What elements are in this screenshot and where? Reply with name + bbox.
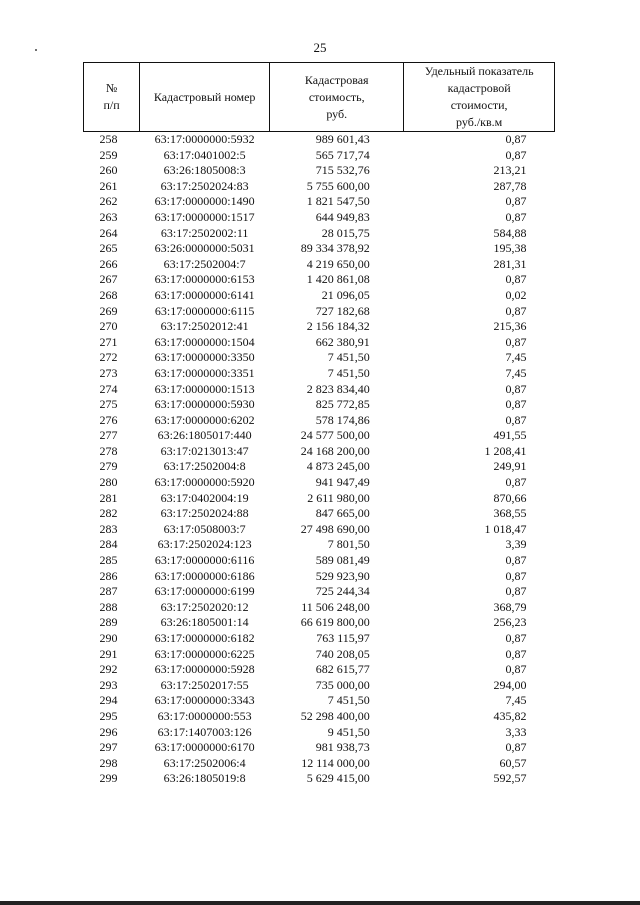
cadastral-cost-cell: 825 772,85 [315, 397, 370, 412]
cadastral-cost-cell: 989 601,43 [315, 132, 370, 146]
cadastral-cost-cell: 941 947,49 [315, 475, 370, 490]
cadastral-cost-cell: 763 115,97 [316, 631, 370, 645]
table-row [84, 662, 555, 678]
cadastral-number-cell: 63:17:0401002:5 [163, 147, 246, 162]
cadastral-cost-cell: 662 380,91 [315, 334, 370, 349]
row-number-cell: 278 [99, 443, 118, 458]
cadastral-cost-cell: 4 873 245,00 [306, 459, 370, 474]
cadastral-cost-cell: 578 174,86 [315, 412, 370, 427]
row-number-cell: 271 [99, 334, 118, 349]
specific-indicator-cell: 281,31 [493, 256, 527, 271]
cadastral-number-cell: 63:17:0000000:5930 [154, 397, 255, 412]
row-number-cell: 279 [99, 459, 118, 474]
row-number-cell: 275 [99, 397, 118, 412]
specific-indicator-cell: 3,33 [505, 724, 527, 739]
row-number-cell: 273 [99, 365, 118, 380]
cadastral-cost-cell: 66 619 800,00 [300, 615, 370, 630]
cadastral-cost-cell: 740 208,05 [315, 646, 370, 661]
cadastral-cost-cell: 2 823 834,40 [306, 381, 370, 396]
header-row-number [84, 63, 140, 132]
cadastral-number-cell: 63:17:0000000:6116 [154, 553, 255, 568]
cadastral-number-cell: 63:17:2502024:88 [160, 506, 249, 521]
header-number-sign: № [105, 81, 118, 95]
specific-indicator-cell: 7,45 [505, 693, 527, 708]
cadastral-number-cell: 63:17:0000000:553 [157, 708, 252, 723]
cadastral-cost-cell: 2 156 184,32 [306, 319, 370, 334]
header-spec-line4: руб./кв.м [456, 115, 503, 129]
table-row [84, 522, 555, 538]
header-cadastral-number: Кадастровый номер [140, 63, 270, 132]
cadastral-cost-cell: 28 015,75 [321, 225, 370, 240]
row-number-cell: 294 [99, 693, 118, 708]
row-number-cell: 264 [99, 225, 118, 240]
cadastral-number-cell: 63:17:2502006:4 [163, 755, 246, 770]
specific-indicator-cell: 0,87 [505, 475, 527, 490]
table-row [84, 600, 555, 616]
specific-indicator-cell: 249,91 [493, 459, 527, 474]
row-number-cell: 297 [99, 740, 118, 755]
cadastral-number-cell: 63:17:2502004:7 [163, 256, 246, 271]
cadastral-cost-cell: 715 532,76 [315, 163, 370, 178]
row-number-cell: 288 [99, 599, 118, 614]
table-row [84, 725, 555, 741]
specific-indicator-cell: 287,78 [493, 178, 527, 193]
specific-indicator-cell: 0,87 [505, 553, 527, 568]
table-row [84, 413, 555, 429]
specific-indicator-cell: 256,23 [493, 615, 527, 630]
row-number-cell: 261 [99, 178, 118, 193]
specific-indicator-cell: 0,87 [505, 334, 527, 349]
cadastral-cost-cell: 7 451,50 [327, 350, 370, 365]
header-cost-line2: стоимость, [308, 89, 365, 104]
specific-indicator-cell: 0,87 [505, 397, 527, 412]
cadastral-number-cell: 63:17:0000000:1490 [154, 194, 255, 209]
cadastral-number-cell: 63:17:0000000:3350 [154, 350, 255, 365]
cadastral-cost-cell: 21 096,05 [321, 287, 370, 302]
specific-indicator-cell: 1 018,47 [484, 521, 527, 536]
specific-indicator-cell: 491,55 [493, 428, 527, 443]
header-spec-line3: стоимости, [450, 98, 508, 112]
cadastral-cost-cell: 727 182,68 [315, 303, 370, 318]
specific-indicator-cell: 0,02 [505, 287, 527, 302]
header-spec-line1: Удельный показатель [424, 64, 534, 78]
table-row [84, 304, 555, 320]
table-row [84, 428, 555, 444]
table-row [84, 382, 555, 398]
table-row [84, 569, 555, 585]
table-row [84, 615, 555, 631]
cadastral-cost-cell: 11 506 248,00 [301, 599, 370, 614]
table-row [84, 272, 555, 288]
row-number-cell: 268 [99, 287, 118, 302]
specific-indicator-cell: 0,87 [505, 631, 527, 645]
row-number-cell: 293 [99, 677, 118, 692]
table-row [84, 740, 555, 756]
row-number-cell: 286 [99, 568, 118, 583]
header-cost-line1: Кадастровая [304, 72, 369, 87]
cadastral-number-cell: 63:17:0000000:5932 [154, 132, 255, 146]
cadastral-number-cell: 63:17:0000000:6153 [154, 272, 255, 287]
cadastral-cost-cell: 682 615,77 [315, 662, 370, 677]
specific-indicator-cell: 584,88 [493, 225, 527, 240]
specific-indicator-cell: 0,87 [505, 584, 527, 599]
cadastral-number-cell: 63:17:0000000:6182 [154, 631, 255, 645]
table-row [84, 226, 555, 242]
row-number-cell: 295 [99, 708, 118, 723]
cadastral-number-cell: 63:17:0000000:6199 [154, 584, 255, 599]
specific-indicator-cell: 0,87 [505, 147, 527, 162]
table-row [84, 693, 555, 709]
table-row [84, 631, 555, 647]
header-cost-line3: руб. [326, 106, 348, 121]
table-row [84, 491, 555, 507]
specific-indicator-cell: 213,21 [493, 163, 527, 178]
cadastral-number-cell: 63:26:1805001:14 [160, 615, 249, 630]
specific-indicator-cell: 870,66 [493, 490, 527, 505]
cadastral-cost-cell: 847 665,00 [315, 506, 370, 521]
specific-indicator-cell: 435,82 [493, 708, 527, 723]
row-number-cell: 266 [99, 256, 118, 271]
specific-indicator-cell: 0,87 [505, 132, 527, 146]
table-row [84, 678, 555, 694]
specific-indicator-cell: 1 208,41 [484, 443, 527, 458]
cadastral-cost-cell: 2 611 980,00 [307, 490, 370, 505]
specific-indicator-cell: 0,87 [505, 272, 527, 287]
cadastral-number-cell: 63:17:0000000:5920 [154, 475, 255, 490]
cadastral-number-cell: 63:17:2502002:11 [160, 225, 249, 240]
table-row [84, 397, 555, 413]
specific-indicator-cell: 0,87 [505, 740, 527, 755]
cadastral-number-cell: 63:17:0000000:6115 [154, 303, 255, 318]
cadastral-number-cell: 63:17:2502020:12 [160, 599, 249, 614]
cadastral-number-cell: 63:17:0213013:47 [160, 443, 249, 458]
table-row [84, 319, 555, 335]
cadastral-cost-cell: 9 451,50 [327, 724, 370, 739]
cadastral-number-cell: 63:17:0000000:1513 [154, 381, 255, 396]
table-row [84, 288, 555, 304]
cadastral-cost-cell: 5 755 600,00 [306, 178, 370, 193]
cadastral-number-cell: 63:17:2502012:41 [160, 319, 249, 334]
cadastral-number-cell: 63:17:0000000:6170 [154, 740, 255, 755]
cadastral-cost-cell: 12 114 000,00 [301, 755, 370, 770]
specific-indicator-cell: 368,79 [493, 599, 527, 614]
cadastral-number-cell: 63:17:0508003:7 [163, 521, 246, 536]
row-number-cell: 269 [99, 303, 118, 318]
row-number-cell: 280 [99, 475, 118, 490]
cadastral-cost-cell: 24 577 500,00 [300, 428, 370, 443]
cadastral-cost-cell: 7 801,50 [327, 537, 370, 552]
table-header-row [84, 63, 555, 132]
table-row [84, 257, 555, 273]
row-number-cell: 285 [99, 553, 118, 568]
row-number-cell: 298 [99, 755, 118, 770]
row-number-cell: 265 [99, 241, 118, 256]
row-number-cell: 291 [99, 646, 118, 661]
specific-indicator-cell: 195,38 [493, 241, 527, 256]
row-number-cell: 296 [99, 724, 118, 739]
cadastral-cost-cell: 725 244,34 [315, 584, 370, 599]
specific-indicator-cell: 0,87 [505, 381, 527, 396]
cadastral-cost-cell: 589 081,49 [315, 553, 370, 568]
cadastral-cost-cell: 565 717,74 [315, 147, 370, 162]
cadastral-number-cell: 63:17:0000000:1504 [154, 334, 255, 349]
table-row [84, 194, 555, 210]
table-row [84, 210, 555, 226]
cadastral-number-cell: 63:17:0000000:3351 [154, 365, 255, 380]
cadastral-cost-cell: 52 298 400,00 [300, 708, 370, 723]
cadastral-cost-cell: 1 821 547,50 [306, 194, 370, 209]
table-row [84, 179, 555, 195]
specific-indicator-cell: 0,87 [505, 209, 527, 224]
row-number-cell: 274 [99, 381, 118, 396]
cadastral-number-cell: 63:17:0000000:6225 [154, 646, 255, 661]
cadastral-number-cell: 63:17:0000000:1517 [154, 209, 255, 224]
header-pp: п/п [103, 98, 120, 112]
cadastral-number-cell: 63:17:0000000:6186 [154, 568, 255, 583]
row-number-cell: 283 [99, 521, 118, 536]
cadastral-number-cell: 63:26:0000000:5031 [154, 241, 255, 256]
cadastral-cost-cell: 24 168 200,00 [300, 443, 370, 458]
cadastral-number-cell: 63:17:2502024:83 [160, 178, 249, 193]
cadastral-cost-cell: 7 451,50 [327, 693, 370, 708]
cadastral-number-cell: 63:17:2502017:55 [160, 677, 249, 692]
row-number-cell: 260 [99, 163, 118, 178]
specific-indicator-cell: 0,87 [505, 194, 527, 209]
header-cadastral-cost [270, 63, 404, 132]
table-row [84, 148, 555, 164]
specific-indicator-cell: 7,45 [505, 350, 527, 365]
row-number-cell: 258 [99, 132, 118, 146]
header-specific-indicator [404, 63, 555, 132]
cadastral-number-cell: 63:17:1407003:126 [157, 724, 252, 739]
cadastral-cost-cell: 4 219 650,00 [306, 256, 370, 271]
cadastral-number-cell: 63:17:0402004:19 [160, 490, 249, 505]
table-row [84, 537, 555, 553]
specific-indicator-cell: 7,45 [505, 365, 527, 380]
specific-indicator-cell: 0,87 [505, 662, 527, 677]
row-number-cell: 262 [99, 194, 118, 209]
table-row [84, 553, 555, 569]
cadastral-cost-cell: 1 420 861,08 [306, 272, 370, 287]
row-number-cell: 287 [99, 584, 118, 599]
table-row [84, 584, 555, 600]
page-number: 25 [313, 40, 327, 55]
row-number-cell: 263 [99, 209, 118, 224]
specific-indicator-cell: 368,55 [493, 506, 527, 521]
specific-indicator-cell: 215,36 [493, 319, 527, 334]
cadastral-cost-cell: 89 334 378,92 [300, 241, 370, 256]
row-number-cell: 289 [99, 615, 118, 630]
cadastral-number-cell: 63:17:0000000:6141 [154, 287, 255, 302]
cadastral-value-table [83, 62, 555, 787]
row-number-cell: 267 [99, 272, 118, 287]
cadastral-number-cell: 63:26:1805019:8 [163, 771, 246, 786]
table-row [84, 350, 555, 366]
row-number-cell: 270 [99, 319, 118, 334]
specific-indicator-cell: 0,87 [505, 412, 527, 427]
specific-indicator-cell: 3,39 [505, 537, 527, 552]
cadastral-number-cell: 63:17:2502004:8 [163, 459, 246, 474]
row-number-cell: 277 [99, 428, 118, 443]
cadastral-cost-cell: 27 498 690,00 [300, 521, 370, 536]
row-number-cell: 290 [99, 631, 118, 645]
specific-indicator-cell: 294,00 [493, 677, 527, 692]
specific-indicator-cell: 60,57 [499, 755, 527, 770]
table-row [84, 506, 555, 522]
cadastral-cost-cell: 7 451,50 [327, 365, 370, 380]
cadastral-cost-cell: 644 949,83 [315, 209, 370, 224]
specific-indicator-cell: 0,87 [505, 568, 527, 583]
cadastral-number-cell: 63:17:2502024:123 [157, 537, 252, 552]
row-number-cell: 272 [99, 350, 118, 365]
header-spec-line2: кадастровой [447, 81, 511, 95]
table-row [84, 647, 555, 663]
row-number-cell: 284 [99, 537, 118, 552]
cadastral-number-cell: 63:26:1805008:3 [163, 163, 246, 178]
cadastral-number-cell: 63:26:1805017:440 [157, 428, 252, 443]
table-row [84, 756, 555, 772]
cadastral-cost-cell: 529 923,90 [315, 568, 370, 583]
table-row [84, 475, 555, 491]
cadastral-cost-cell: 5 629 415,00 [306, 771, 370, 786]
cadastral-cost-cell: 735 000,00 [315, 677, 370, 692]
cadastral-cost-cell: 981 938,73 [315, 740, 370, 755]
cadastral-number-cell: 63:17:0000000:3343 [154, 693, 255, 708]
row-number-cell: 281 [99, 490, 118, 505]
table-row [84, 444, 555, 460]
table-row [84, 366, 555, 382]
table-row [84, 163, 555, 179]
table-row [84, 132, 555, 148]
specific-indicator-cell: 592,57 [493, 771, 527, 786]
row-number-cell: 292 [99, 662, 118, 677]
table-body [84, 132, 555, 787]
row-number-cell: 282 [99, 506, 118, 521]
specific-indicator-cell: 0,87 [505, 646, 527, 661]
row-number-cell: 259 [99, 147, 118, 162]
table-row [84, 771, 555, 787]
scan-bottom-edge [0, 901, 640, 905]
table-row [84, 459, 555, 475]
table-row [84, 241, 555, 257]
specific-indicator-cell: 0,87 [505, 303, 527, 318]
table-row [84, 335, 555, 351]
table-row [84, 709, 555, 725]
row-number-cell: 299 [99, 771, 118, 786]
row-number-cell: 276 [99, 412, 118, 427]
cadastral-number-cell: 63:17:0000000:6202 [154, 412, 255, 427]
cadastral-number-cell: 63:17:0000000:5928 [154, 662, 255, 677]
